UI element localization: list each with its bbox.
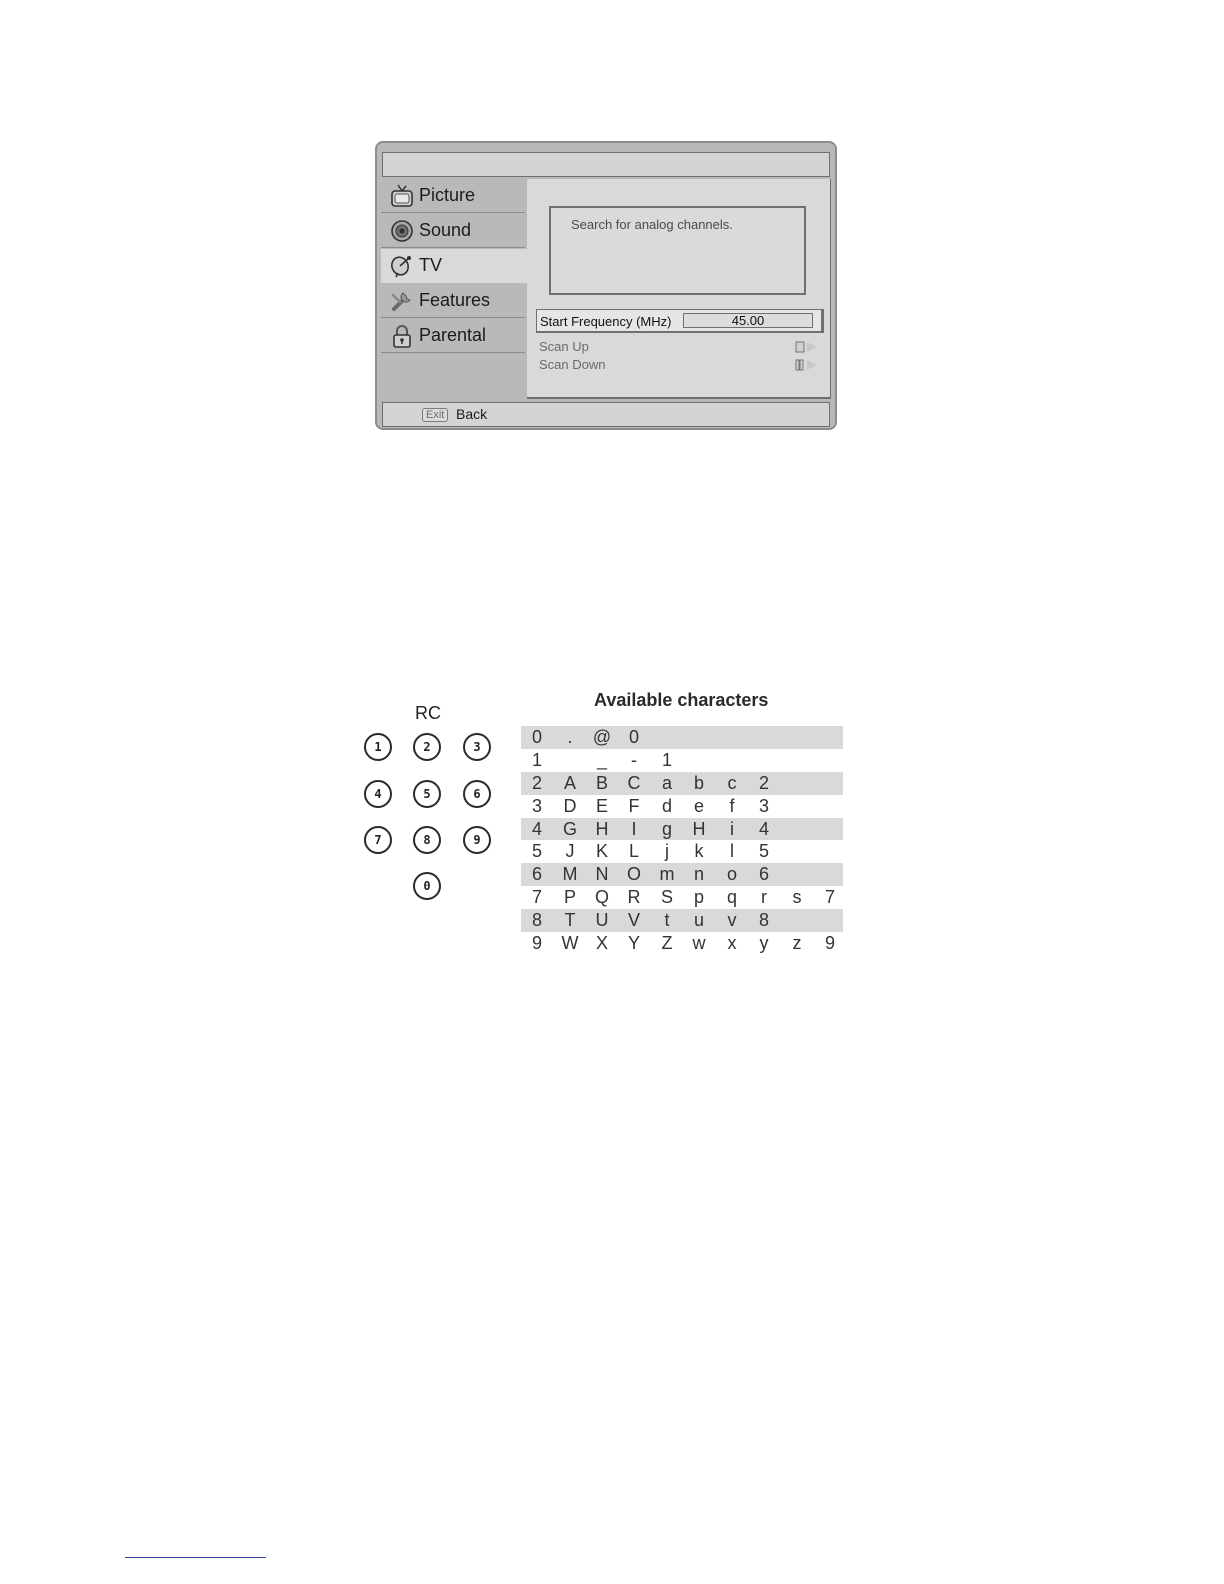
- footnote-divider: [125, 1557, 266, 1558]
- table-row: [521, 818, 843, 841]
- scan-down-option[interactable]: [539, 357, 819, 373]
- table-cell: m: [659, 864, 675, 885]
- menu-sidebar: [381, 179, 527, 399]
- table-cell: -: [631, 749, 637, 770]
- table-cell: 2: [758, 772, 769, 793]
- table-cell: T: [564, 910, 576, 931]
- sidebar-item-picture[interactable]: [381, 179, 525, 213]
- table-cell: 8: [758, 910, 769, 931]
- table-cell: s: [792, 887, 802, 908]
- play-icon: [795, 341, 819, 356]
- table-cell: @: [592, 727, 612, 747]
- tv-icon: [389, 183, 415, 209]
- table-cell: 4: [758, 818, 769, 839]
- start-frequency-label: Start Frequency (MHz): [540, 314, 672, 329]
- table-cell: q: [726, 887, 737, 908]
- table-cell: Q: [594, 887, 609, 908]
- table-cell: B: [595, 772, 608, 793]
- table-cell: 3: [758, 795, 769, 816]
- table-cell: R: [627, 887, 641, 908]
- table-cell: J: [565, 841, 575, 862]
- table-cell: 1: [661, 749, 672, 770]
- table-cell: j: [665, 841, 669, 862]
- table-cell: p: [693, 887, 704, 908]
- table-cell: 6: [531, 864, 542, 885]
- table-cell: 0: [531, 727, 542, 747]
- table-cell: v: [727, 910, 737, 931]
- table-cell: n: [693, 864, 704, 885]
- rc-key-2[interactable]: 2: [413, 733, 441, 761]
- menu-content-panel: [527, 179, 831, 399]
- rc-key-9[interactable]: 9: [463, 826, 491, 854]
- table-cell: e: [693, 795, 704, 816]
- table-cell: X: [595, 933, 608, 954]
- table-cell: C: [627, 772, 641, 793]
- table-cell: N: [595, 864, 609, 885]
- table-row: [521, 932, 843, 955]
- table-cell: P: [563, 887, 576, 908]
- rc-key-7[interactable]: 7: [364, 826, 392, 854]
- help-text: Search for analog channels.: [571, 217, 733, 232]
- rc-title: RC: [415, 703, 441, 723]
- table-row: [521, 795, 843, 818]
- table-row: [521, 909, 843, 932]
- table-cell: H: [692, 818, 706, 839]
- table-cell: 9: [824, 933, 835, 954]
- padlock-icon: [389, 323, 415, 349]
- play-icon: [795, 359, 819, 374]
- table-cell: W: [561, 933, 579, 954]
- table-cell: A: [563, 772, 576, 793]
- available-characters-table: [521, 726, 843, 955]
- table-cell: a: [661, 772, 672, 793]
- rc-key-8[interactable]: 8: [413, 826, 441, 854]
- rc-key-1[interactable]: 1: [364, 733, 392, 761]
- start-frequency-value[interactable]: 45.00: [683, 313, 813, 328]
- sidebar-item-sound[interactable]: [381, 214, 525, 248]
- table-row: [521, 726, 843, 749]
- sidebar-item-parental[interactable]: [381, 319, 525, 353]
- scan-up-label: Scan Up: [539, 339, 589, 354]
- table-cell: g: [661, 818, 672, 839]
- table-cell: 1: [531, 749, 542, 770]
- table-cell: K: [595, 841, 608, 862]
- table-cell: t: [664, 910, 670, 931]
- table-cell: c: [727, 772, 737, 793]
- rc-key-5[interactable]: 5: [413, 780, 441, 808]
- table-cell: L: [628, 841, 639, 862]
- table-cell: x: [727, 933, 737, 954]
- table-cell: 7: [824, 887, 835, 908]
- back-label: Back: [456, 406, 488, 422]
- table-cell: r: [761, 887, 767, 908]
- table-row: [521, 749, 843, 772]
- table-cell: Y: [627, 933, 640, 954]
- table-cell: 5: [758, 841, 769, 862]
- table-cell: 7: [531, 887, 542, 908]
- sidebar-item-features[interactable]: [381, 284, 525, 318]
- table-cell: 2: [531, 772, 542, 793]
- table-cell: V: [627, 910, 640, 931]
- sidebar-item-label: TV: [419, 255, 443, 275]
- rc-key-4[interactable]: 4: [364, 780, 392, 808]
- sidebar-item-label: Picture: [419, 185, 476, 205]
- table-cell: o: [726, 864, 737, 885]
- table-cell: w: [692, 933, 706, 954]
- scan-up-option[interactable]: [539, 339, 819, 355]
- speaker-icon: [389, 218, 415, 244]
- menu-footer: [382, 402, 830, 427]
- table-cell: i: [730, 818, 734, 839]
- satellite-dish-icon: [389, 253, 415, 279]
- table-cell: S: [660, 887, 673, 908]
- table-cell: Z: [661, 933, 673, 954]
- table-cell: l: [730, 841, 734, 862]
- table-cell: 3: [531, 795, 542, 816]
- table-cell: 0: [628, 727, 639, 747]
- table-cell: M: [562, 864, 578, 885]
- table-row: [521, 840, 843, 863]
- start-frequency-row[interactable]: [536, 309, 824, 333]
- table-row: [521, 863, 843, 886]
- tv-settings-menu: [375, 141, 837, 430]
- table-cell: 9: [531, 933, 542, 954]
- table-cell: E: [595, 795, 608, 816]
- table-cell: z: [792, 933, 802, 954]
- table-cell: 5: [531, 841, 542, 862]
- sidebar-item-label: Parental: [419, 325, 487, 345]
- table-cell: d: [661, 795, 672, 816]
- table-row: [521, 886, 843, 909]
- table-cell: F: [628, 795, 640, 816]
- table-cell: .: [567, 727, 573, 747]
- table-cell: G: [562, 818, 577, 839]
- rc-key-6[interactable]: 6: [463, 780, 491, 808]
- rc-key-3[interactable]: 3: [463, 733, 491, 761]
- table-cell: 4: [531, 818, 542, 839]
- sidebar-item-label: Sound: [419, 220, 472, 240]
- help-box: [549, 206, 806, 295]
- table-cell: y: [759, 933, 769, 954]
- table-cell: b: [693, 772, 704, 793]
- table-cell: I: [631, 818, 637, 839]
- table-cell: 6: [758, 864, 769, 885]
- table-cell: 8: [531, 910, 542, 931]
- sidebar-item-label: Features: [419, 290, 491, 310]
- sidebar-item-tv[interactable]: [381, 249, 529, 283]
- table-cell: H: [595, 818, 609, 839]
- rc-key-0[interactable]: 0: [413, 872, 441, 900]
- scan-down-label: Scan Down: [539, 357, 606, 372]
- table-cell: D: [563, 795, 577, 816]
- exit-key-icon[interactable]: Exit: [422, 408, 448, 422]
- table-cell: k: [694, 841, 704, 862]
- table-cell: O: [626, 864, 641, 885]
- menu-title-bar: [382, 152, 830, 177]
- available-characters-title: Available characters: [594, 690, 769, 710]
- wrench-icon: [389, 288, 415, 314]
- table-cell: u: [693, 910, 704, 931]
- table-cell: f: [729, 795, 735, 816]
- table-cell: _: [596, 749, 607, 770]
- table-cell: U: [595, 910, 609, 931]
- table-row: [521, 772, 843, 795]
